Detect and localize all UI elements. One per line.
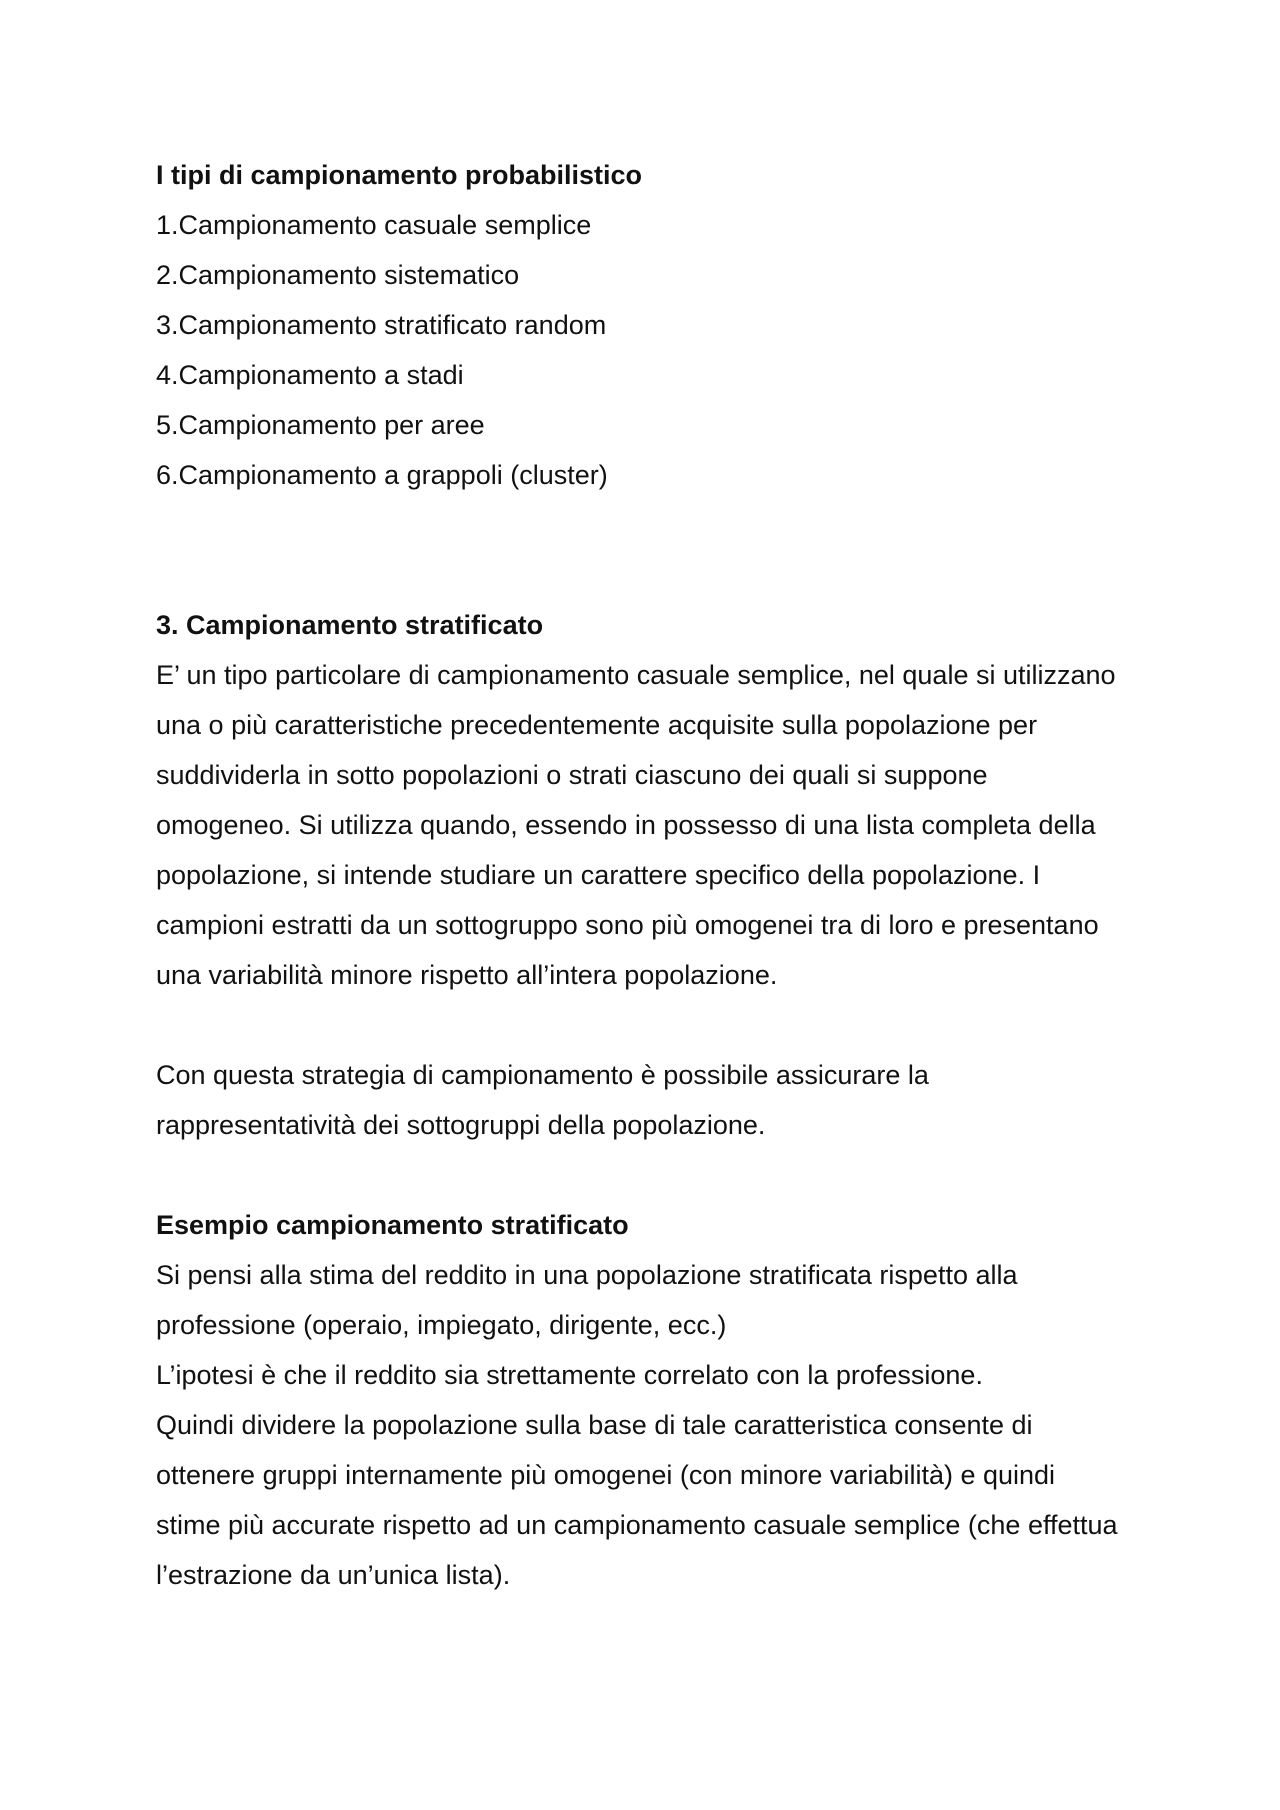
sampling-types-list	[156, 200, 642, 500]
stratified-paragraph-strategy: Con questa strategia di campionamento è possibile assicurare la rappresentatività dei sottogruppi della popolazione.	[156, 1060, 929, 1140]
list-item: 2.Campionamento sistematico	[156, 260, 520, 290]
section-stratified-sampling	[156, 600, 1124, 1150]
stratified-paragraph-definition: E’ un tipo particolare di campionamento casuale semplice, nel quale si utilizzano una o più caratteristiche precedentemente acquisite sulla popolazione per suddividerla in sotto popolazioni o strati ciascuno dei quali si suppone omogeneo. Si utilizza quando, essendo in possesso di una lista completa della popolazione, si intende studiare un carattere specifico della popolazione. I campioni estratti da un sottogruppo sono più omogenei tra di loro e presentano una variabilità minore rispetto all’intera popolazione.	[156, 660, 1116, 990]
section-heading-sampling-types: I tipi di campionamento probabilistico	[156, 160, 643, 190]
example-line-conclusion: Quindi dividere la popolazione sulla base di tale caratteristica consente di ottenere gruppi internamente più omogenei (con minore variabilità) e quindi stime più accurate rispetto ad un campionamento casuale semplice (che effettua l’estrazione da un’unica lista).	[156, 1410, 1118, 1590]
list-item: 5.Campionamento per aree	[156, 410, 485, 440]
list-item: 4.Campionamento a stadi	[156, 360, 464, 390]
example-line-hypothesis: L’ipotesi è che il reddito sia strettamente correlato con la professione.	[156, 1360, 983, 1390]
section-heading-stratified: 3. Campionamento stratificato	[156, 610, 544, 640]
section-heading-example: Esempio campionamento stratificato	[156, 1210, 629, 1240]
example-line-income: Si pensi alla stima del reddito in una popolazione stratificata rispetto alla professione (operaio, impiegato, dirigente, ecc.)	[156, 1260, 1018, 1340]
list-item: 6.Campionamento a grappoli (cluster)	[156, 460, 608, 490]
section-sampling-types	[156, 150, 642, 500]
list-item: 3.Campionamento stratificato random	[156, 310, 607, 340]
list-item: 1.Campionamento casuale semplice	[156, 210, 592, 240]
section-stratified-example	[156, 1200, 1124, 1600]
